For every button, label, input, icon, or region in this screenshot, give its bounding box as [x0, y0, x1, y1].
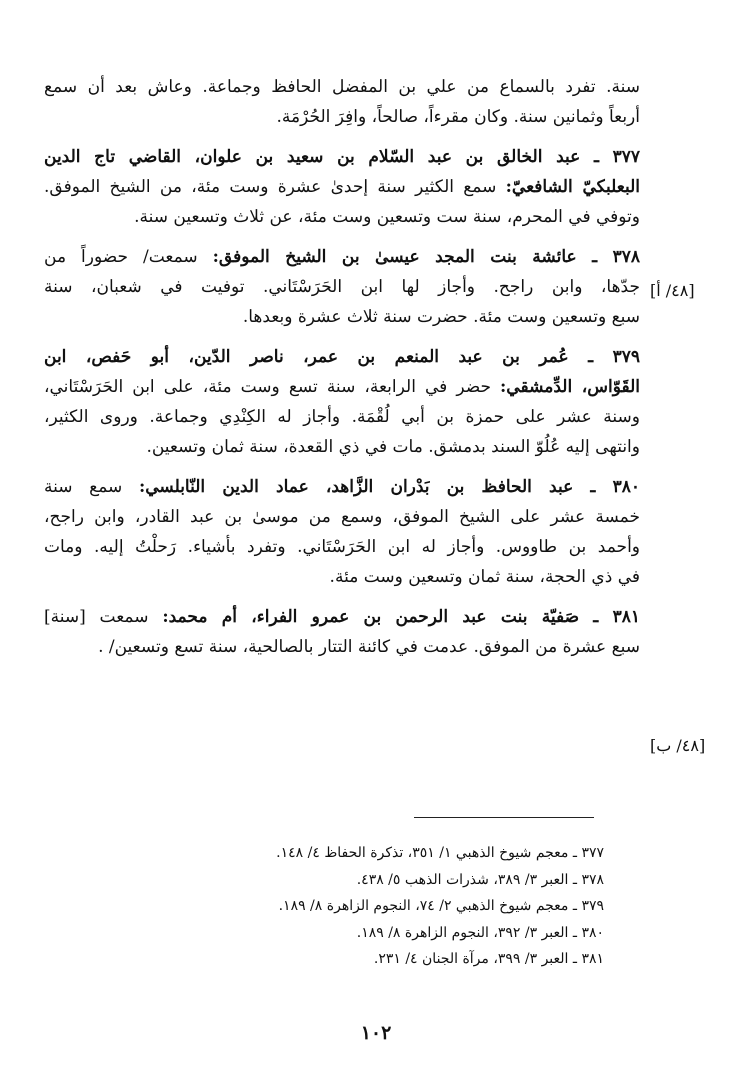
footnote: ٣٧٨ ـ العبر ٣/ ٣٨٩، شذرات الذهب ٥/ ٤٣٨. — [356, 871, 604, 888]
entry-heading: ٣٧٨ ـ عائشة بنت المجد عيسىٰ بن الشيخ الموفق: — [212, 247, 640, 267]
entry-380 — [44, 472, 640, 592]
footnote: ٣٨١ ـ العبر ٣/ ٣٩٩، مرآة الجنان ٤/ ٢٣١. — [373, 951, 604, 967]
entry-heading: ٣٧٧ ـ عبد الخالق بن عبد السّلام بن سعيد بن علوان، القاضي تاج الدين — [44, 147, 640, 167]
text-line: سبع عشرة من الموفق. عدمت في كائنة التتار بالصالحية، سنة تسع وتسعين/ . — [98, 637, 640, 657]
text-line: وتوفي في المحرم، سنة ست وتسعين وست مئة، عن ثلاث وتسعين سنة. — [134, 207, 640, 227]
text-line: أربعاً وثمانين سنة. وكان مقرءاً، صالحاً، وافِرَ الحُرْمَة. — [276, 107, 640, 127]
text-line: سبع وتسعين وست مئة. حضرت سنة ثلاث عشرة وبعدها. — [242, 307, 640, 327]
text-line: خمسة عشر على الشيخ الموفق، وسمع من موسىٰ بن عبد القادر، وابن راجح، — [44, 507, 640, 527]
footnote: ٣٨٠ ـ العبر ٣/ ٣٩٢، النجوم الزاهرة ٨/ ١٨٩. — [356, 924, 604, 941]
footnotes — [184, 840, 604, 973]
text-line — [44, 342, 640, 372]
entry-heading: ٣٨٠ ـ عبد الحافظ بن بَدْران الزَّاهد، عماد الدين النّابلسي: — [138, 477, 640, 497]
footnote: ٣٧٧ ـ معجم شيوخ الذهبي ١/ ٣٥١، تذكرة الحفاظ ٤/ ١٤٨. — [276, 845, 604, 861]
entry-378 — [44, 242, 640, 332]
page-number: ١٠٢ — [360, 1022, 392, 1044]
entry-heading: ٣٨١ ـ صَفيّة بنت عبد الرحمن بن عمرو الفراء، أم محمد: — [162, 607, 640, 627]
text-line: جدّها، وابن راجح. وأجاز لها ابن الحَرَسْتَاني. توفيت في شعبان، سنة — [44, 277, 640, 297]
entry-379 — [44, 342, 640, 462]
margin-folio-ref: [٤٨/ ب] — [650, 736, 706, 755]
main-text — [44, 72, 640, 672]
footnote-divider — [414, 817, 594, 818]
text-line: ٣٨١ ـ صَفيّة بنت عبد الرحمن بن عمرو الفراء، أم محمد: سمعت [سنة] — [44, 607, 640, 627]
text-line: ٣٧٨ ـ عائشة بنت المجد عيسىٰ بن الشيخ الموفق: سمعت/ حضوراً من — [44, 247, 640, 267]
text-line: وانتهى إليه عُلُوّ السند بدمشق. مات في ذي القعدة، سنة ثمان وتسعين. — [146, 437, 640, 457]
entry-heading: القَوّاس، الدِّمشقي: — [500, 377, 640, 397]
entry-377 — [44, 142, 640, 232]
text-line: سنة. تفرد بالسماع من علي بن المفضل الحافظ وجماعة. وعاش بعد أن سمع — [44, 77, 640, 97]
entry-heading: ٣٧٩ ـ عُمر بن عبد المنعم بن عمر، ناصر الدّين، أبو حَفص، ابن — [44, 347, 640, 367]
entry-heading: البعلبكيّ الشافعيّ: — [505, 177, 640, 197]
entry-381 — [44, 602, 640, 662]
text-line: وأحمد بن طاووس. وأجاز له ابن الحَرَسْتَاني. وتفرد بأشياء. رَحلْتُ إليه. ومات — [44, 537, 640, 557]
footnote: ٣٧٩ ـ معجم شيوخ الذهبي ٢/ ٧٤، النجوم الزاهرة ٨/ ١٨٩. — [278, 898, 604, 914]
text-line: وسنة عشر على حمزة بن أبي لُقْمَة. وأجاز له الكِنْدِي وجماعة. وروى الكثير، — [44, 407, 640, 427]
paragraph-continuation — [44, 72, 640, 132]
text-line: ٣٨٠ ـ عبد الحافظ بن بَدْران الزَّاهد، عماد الدين النّابلسي: سمع سنة — [44, 477, 640, 497]
margin-folio-ref: [٤٨/ أ] — [650, 281, 695, 300]
text-line: في ذي الحجة، سنة ثمان وتسعين وست مئة. — [329, 567, 640, 587]
text-line: القَوّاس، الدِّمشقي: حضر في الرابعة، سنة تسع وست مئة، على ابن الحَرَسْتَاني، — [44, 377, 640, 397]
text-line — [44, 142, 640, 172]
text-line: البعلبكيّ الشافعيّ: سمع الكثير سنة إحدىٰ عشرة وست مئة، من الشيخ الموفق. — [44, 177, 640, 197]
